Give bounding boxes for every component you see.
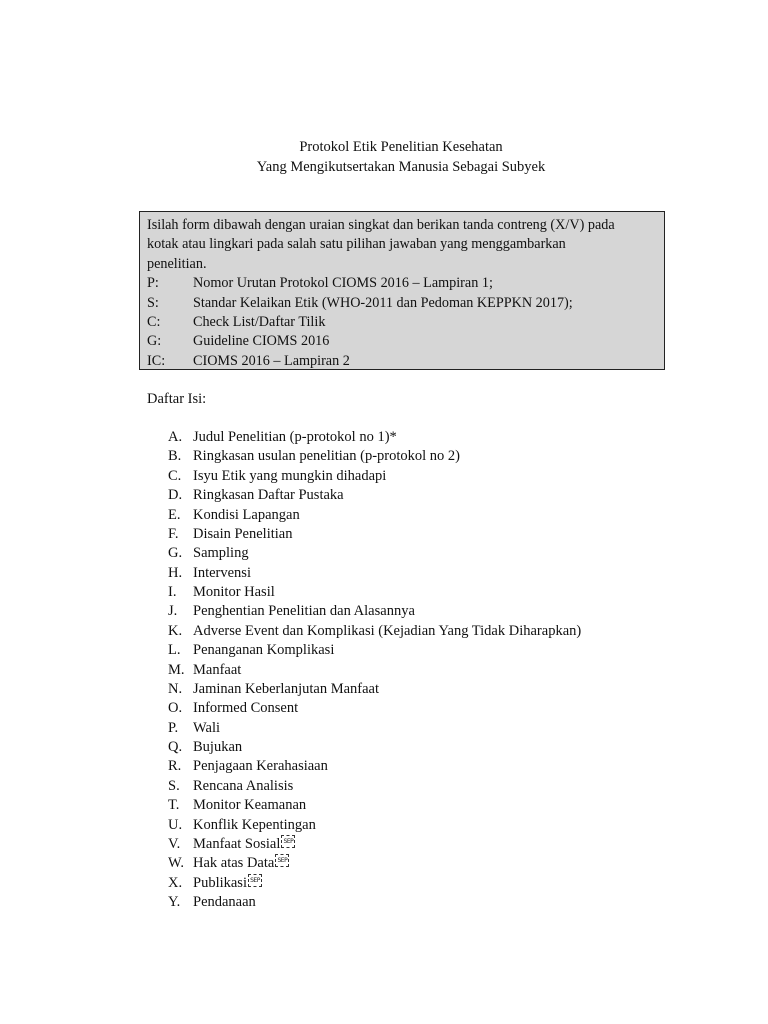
legend-key: P: <box>147 275 159 292</box>
instruction-line-3: penelitian. <box>147 255 207 272</box>
toc-text: Kondisi Lapangan <box>193 506 300 523</box>
legend-row-ic <box>147 352 656 371</box>
legend-row-s <box>147 294 656 313</box>
toc-text: Manfaat Sosial <box>193 835 281 852</box>
toc-item <box>168 467 581 486</box>
toc-letter: A. <box>168 429 183 445</box>
legend-row-p <box>147 274 656 293</box>
sep-glyph-icon: SEP <box>281 835 295 848</box>
legend-key: G: <box>147 333 162 350</box>
toc-text: Intervensi <box>193 564 251 581</box>
toc-letter: S. <box>168 777 180 794</box>
toc-letter: Q. <box>168 739 183 755</box>
toc-text: Rencana Analisis <box>193 777 294 794</box>
toc-letter: K. <box>168 622 183 639</box>
toc-text: Bujukan <box>193 739 243 755</box>
toc-text: Informed Consent <box>193 700 299 717</box>
toc-item <box>168 777 581 796</box>
toc-text: Hak atas Data <box>193 855 275 872</box>
toc-text: Ringkasan usulan penelitian (p-protokol no 2) <box>193 448 460 465</box>
sep-glyph-icon: SEP <box>275 854 289 867</box>
toc-letter: T. <box>168 797 180 814</box>
toc-item <box>168 661 581 680</box>
legend-text: Check List/Daftar Tilik <box>193 314 326 331</box>
toc-letter: B. <box>168 448 182 465</box>
toc-item <box>168 874 581 893</box>
toc-text: Penghentian Penelitian dan Alasannya <box>193 603 415 620</box>
instruction-line-1: Isilah form dibawah dengan uraian singkat dan berikan tanda contreng (X/V) pada <box>147 217 615 233</box>
toc-letter: E. <box>168 506 181 523</box>
toc-text: Penanganan Komplikasi <box>193 642 335 659</box>
toc-item <box>168 447 581 466</box>
toc-letter: F. <box>168 525 179 542</box>
toc-item <box>168 583 581 602</box>
legend-text: CIOMS 2016 – Lampiran 2 <box>193 352 350 369</box>
toc-letter: M. <box>168 661 185 678</box>
toc-item <box>168 835 581 854</box>
legend-key: C: <box>147 314 161 331</box>
toc-text: Manfaat <box>193 661 242 678</box>
toc-letter: P. <box>168 719 179 736</box>
toc-letter: I. <box>168 584 177 600</box>
toc-letter: U. <box>168 816 183 833</box>
toc-item <box>168 816 581 835</box>
toc-letter: L. <box>168 642 181 659</box>
toc-text: Adverse Event dan Komplikasi (Kejadian Yang Tidak Diharapkan) <box>193 622 582 639</box>
toc-letter: O. <box>168 700 183 717</box>
toc-heading: Daftar Isi: <box>147 391 207 407</box>
instruction-line-2: kotak atau lingkari pada salah satu pilihan jawaban yang menggambarkan <box>147 236 566 253</box>
toc-text: Wali <box>193 719 221 736</box>
legend-text: Standar Kelaikan Etik (WHO-2011 dan Pedoman KEPPKN 2017); <box>193 294 573 311</box>
legend-row-g <box>147 332 656 351</box>
toc-letter: Y. <box>168 894 181 910</box>
toc-letter: N. <box>168 680 183 697</box>
toc-item <box>168 506 581 525</box>
toc-text: Publikasi <box>193 874 247 891</box>
title-line-2: Yang Mengikutsertakan Manusia Sebagai Subyek <box>256 159 546 175</box>
toc-item <box>168 796 581 815</box>
toc-text: Disain Penelitian <box>193 525 293 542</box>
toc-text: Monitor Keamanan <box>193 797 307 814</box>
toc-letter: H. <box>168 564 183 581</box>
toc-item <box>168 544 581 563</box>
toc-letter: G. <box>168 545 183 562</box>
toc-list <box>168 428 581 912</box>
toc-letter: R. <box>168 758 182 775</box>
toc-letter: J. <box>168 603 178 620</box>
toc-text: Monitor Hasil <box>193 584 275 600</box>
toc-letter: W. <box>168 855 184 872</box>
toc-item <box>168 486 581 505</box>
instruction-box <box>139 211 665 370</box>
toc-item <box>168 893 581 912</box>
legend-text: Guideline CIOMS 2016 <box>193 333 330 350</box>
toc-item <box>168 641 581 660</box>
toc-letter: D. <box>168 487 183 504</box>
sep-glyph-icon: SEP <box>248 874 262 887</box>
toc-item <box>168 564 581 583</box>
toc-item <box>168 757 581 776</box>
legend-key: S: <box>147 294 159 311</box>
toc-text: Ringkasan Daftar Pustaka <box>193 487 344 504</box>
document-title <box>0 137 768 177</box>
toc-text: Pendanaan <box>193 894 256 910</box>
toc-item <box>168 680 581 699</box>
toc-text: Penjagaan Kerahasiaan <box>193 758 328 775</box>
toc-item <box>168 622 581 641</box>
toc-item <box>168 854 581 873</box>
title-line-1: Protokol Etik Penelitian Kesehatan <box>299 139 503 155</box>
toc-letter: X. <box>168 874 183 891</box>
legend-key: IC: <box>147 352 166 369</box>
toc-letter: C. <box>168 467 182 484</box>
toc-item <box>168 428 581 447</box>
legend-text: Nomor Urutan Protokol CIOMS 2016 – Lampiran 1; <box>193 275 493 292</box>
toc-text: Jaminan Keberlanjutan Manfaat <box>193 680 380 697</box>
toc-item <box>168 719 581 738</box>
toc-letter: V. <box>168 835 181 852</box>
toc-text: Isyu Etik yang mungkin dihadapi <box>193 467 387 484</box>
toc-text: Konflik Kepentingan <box>193 816 316 833</box>
toc-text: Sampling <box>193 545 249 562</box>
legend-row-c <box>147 313 656 332</box>
toc-item <box>168 602 581 621</box>
toc-item <box>168 699 581 718</box>
toc-item <box>168 525 581 544</box>
toc-text: Judul Penelitian (p-protokol no 1)* <box>193 429 397 445</box>
toc-item <box>168 738 581 757</box>
